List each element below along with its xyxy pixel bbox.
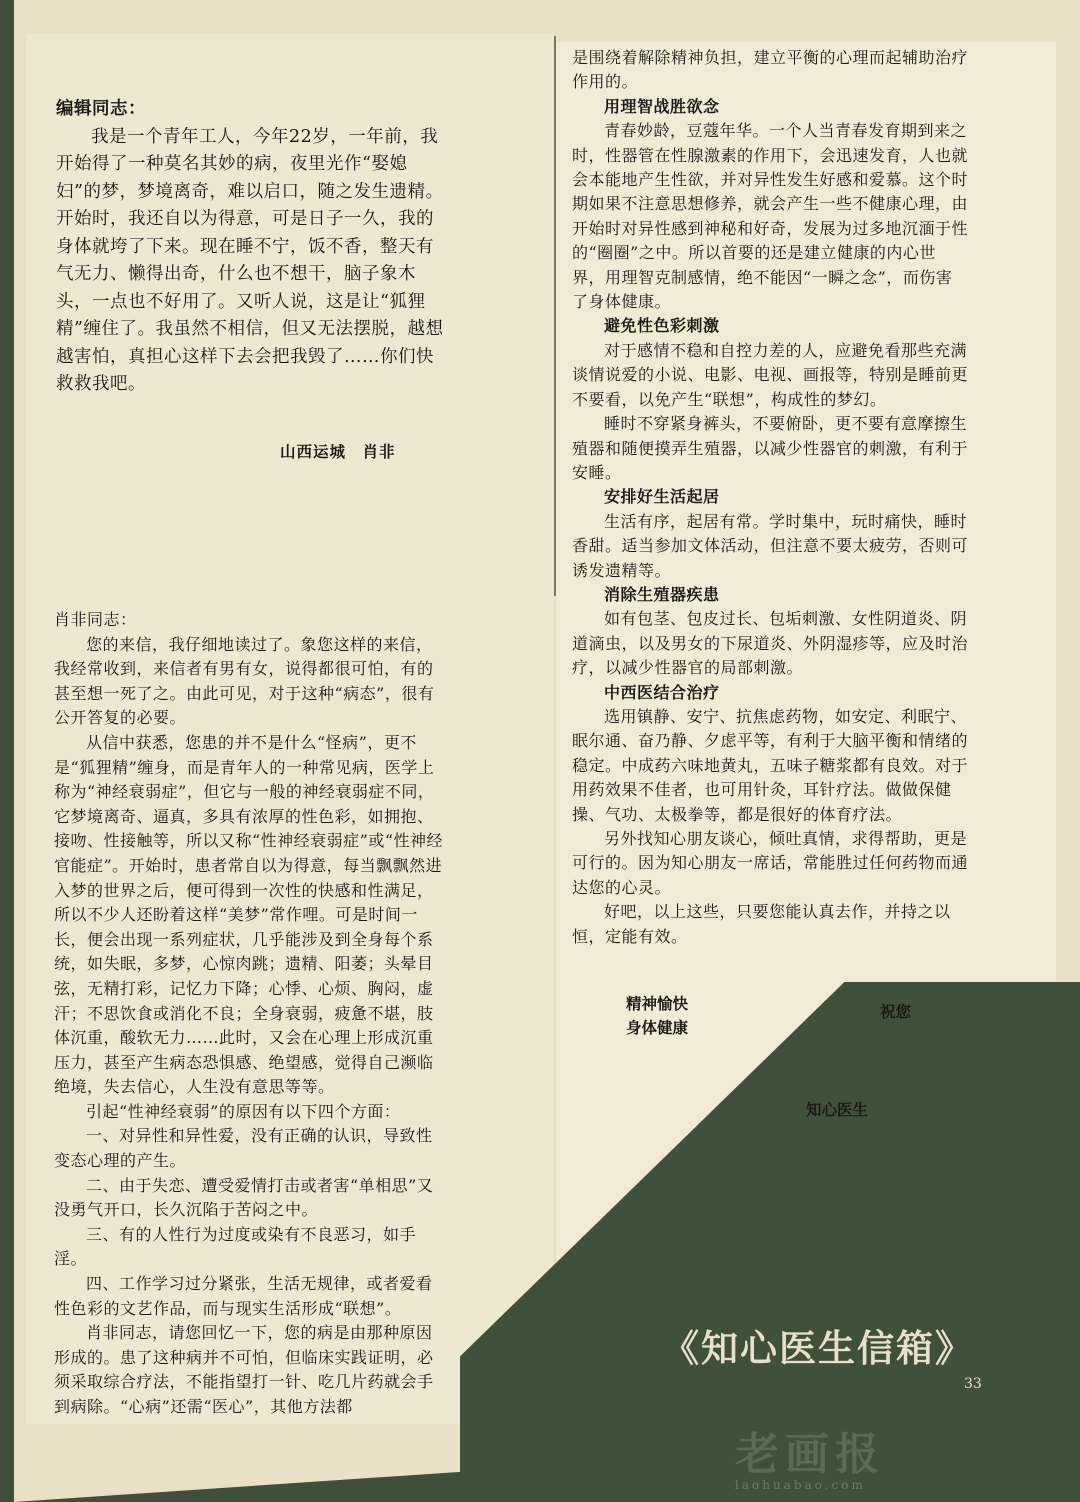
wish-word: 祝您 [880,1002,912,1021]
section-text: 选用镇静、安宁、抗焦虑药物，如安定、利眠宁、眠尔通、奋乃静、夕虑平等，有利于大脑平衡和情绪的稳定。中成药六味地黄丸，五味子糖浆都有良效。对于用药效果不佳者，也可用针灸，耳针疗法。做做保健操、气功、太极拳等，都是很好的体育疗法。 [572,706,969,824]
reply-greeting: 肖非同志： [54,610,137,629]
page-number: 33 [964,1376,982,1392]
reply-paragraph: 一、对异性和异性爱，没有正确的认识，导致性变态心理的产生。 [54,1126,433,1171]
section-text: 睡时不穿紧身裤头，不要俯卧，更不要有意摩擦生殖器和随便摸弄生殖器，以减少性器官的刺激，有利于安睡。 [572,414,969,482]
watermark-logo: 老画报 [735,1429,885,1480]
wish-line-2: 身体健康 [626,1018,689,1037]
section-text: 如有包茎、包皮过长、包垢刺激、女性阴道炎、阴道滴虫，以及男女的下尿道炎、外阴湿疹等，应及时治疗，以减少性器官的局部刺激。 [572,609,969,678]
reply-paragraph: 您的来信，我仔细地读过了。象您这样的来信，我经常收到，来信者有男有女，说得都很可怕，有的甚至想一死了之。由此可见，对于这种“病态”，很有公开答复的必要。 [54,634,435,728]
section-text: 好吧，以上这些，只要您能认真去作，并持之以恒，定能有效。 [572,902,951,946]
section-heading: 避免性色彩刺激 [604,316,720,336]
signoff: 知心医生 [806,1100,869,1119]
section-heading: 安排好生活起居 [604,487,720,507]
section-heading: 用理智战胜欲念 [604,96,720,116]
section-text: 对于感情不稳和自控力差的人，应避免看那些充满谈情说爱的小说、电影、电视、画报等，特别是睡前更不要看，以免产生“联想”，构成性的梦幻。 [572,340,969,409]
reply-left-column [54,608,446,1420]
wish-line-1: 精神愉快 [626,994,689,1013]
letter-greeting: 编辑同志： [56,99,146,119]
reply-paragraph: 从信中获悉，您患的并不是什么“怪病”，更不是“狐狸精”缠身，而是青年人的一种常见病，医学上称为“神经衰弱症”，但它与一般的神经衰弱症不同，它梦境离奇、逼真，多具有浓厚的性色彩，如拥抱、接吻、性接触等，所以又称“性神经衰弱症”或“性神经官能症”。开始时，患者常自以为得意，每当飘飘然进入梦的世界之后，便可得到一次性的快感和性满足，所以不少人还盼着这样“美梦”常作哩。可是时间一长，便会出现一系列症状，几乎能涉及到全身每个系统，如失眠，多梦，心惊肉跳；遗精、阳萎；头晕目弦，无精打彩，记忆力下降；心悸、心烦、胸闷，虚汗；不思饮食或消化不良；全身衰弱，疲惫不堪，肢体沉重，酸软无力……此时，又会在心理上形成沉重压力，甚至产生病态恐惧感、绝望感，觉得自己濒临绝境，失去信心，人生没有意思等等。 [54,732,444,1097]
reply-right-column [572,46,968,949]
section-text: 生活有序，起居有常。学时集中，玩时痛快，睡时香甜。适当参加文体活动，但注意不要太疲劳，否则可诱发遗精等。 [572,511,969,580]
watermark-url: laohuabao.com [735,1478,866,1492]
column-title: 《知心医生信箱》 [662,1326,974,1370]
reply-paragraph: 四、工作学习过分紧张，生活无规律，或者爱看性色彩的文艺作品，而与现实生活形成“联想”。 [54,1274,433,1318]
reader-letter [56,96,448,399]
section-heading: 中西医结合治疗 [604,682,720,702]
letter-signature: 山西运城 肖非 [280,442,396,461]
section-heading: 消除生殖器疾患 [604,584,720,604]
letter-body: 我是一个青年工人，今年22岁，一年前，我开始得了一种莫名其妙的病，夜里光作“娶媳妇”的梦，梦境离奇，难以启口，随之发生遗精。开始时，我还自以为得意，可是日子一久，我的身体就垮了下来。现在睡不宁，饭不香，整天有气无力、懒得出奇，什么也不想干，脑子象木头，一点也不好用了。又听人说，这是让“狐狸精”缠住了。我虽然不相信，但又无法摆脱，越想越害怕，真担心这样下去会把我毁了……你们快救救我吧。 [56,126,444,394]
reply-paragraph: 三、有的人性行为过度或染有不良恶习，如手淫。 [54,1224,417,1269]
section-text: 青春妙龄，豆蔻年华。一个人当青春发育期到来之时，性器管在性腺激素的作用下，会迅速发育，人也就会本能地产生性欲，并对异性发生好感和爱慕。这个时期如果不注意思想修养，就会产生一些不健康心理，由开始时对异性感到神秘和好奇，发展为过多地沉湎于性的“圈圈”之中。所以首要的还是建立健康的内心世界，用理智克制感情，绝不能因“一瞬之念”，而伤害了身体健康。 [572,121,969,312]
column-divider [554,36,556,596]
section-text: 另外找知心朋友谈心，倾吐真情，求得帮助，更是可行的。因为知心朋友一席话，常能胜过任何药物而通达您的心灵。 [572,829,969,897]
reply-paragraph: 引起“性神经衰弱”的原因有以下四个方面： [86,1101,401,1121]
reply-paragraph: 肖非同志，请您回忆一下，您的病是由那种原因形成的。患了这种病并不可怕，但临床实践证明，必须采取综合疗法，不能指望打一针、吃几片药就会手到病除。“心病”还需“医心”，其他方法都 [54,1323,434,1416]
reply-lead: 是围绕着解除精神负担，建立平衡的心理而起辅助治疗作用的。 [572,48,969,92]
reply-paragraph: 二、由于失恋、遭受爱情打击或者害“单相思”又没勇气开口，长久沉陷于苦闷之中。 [54,1175,434,1220]
